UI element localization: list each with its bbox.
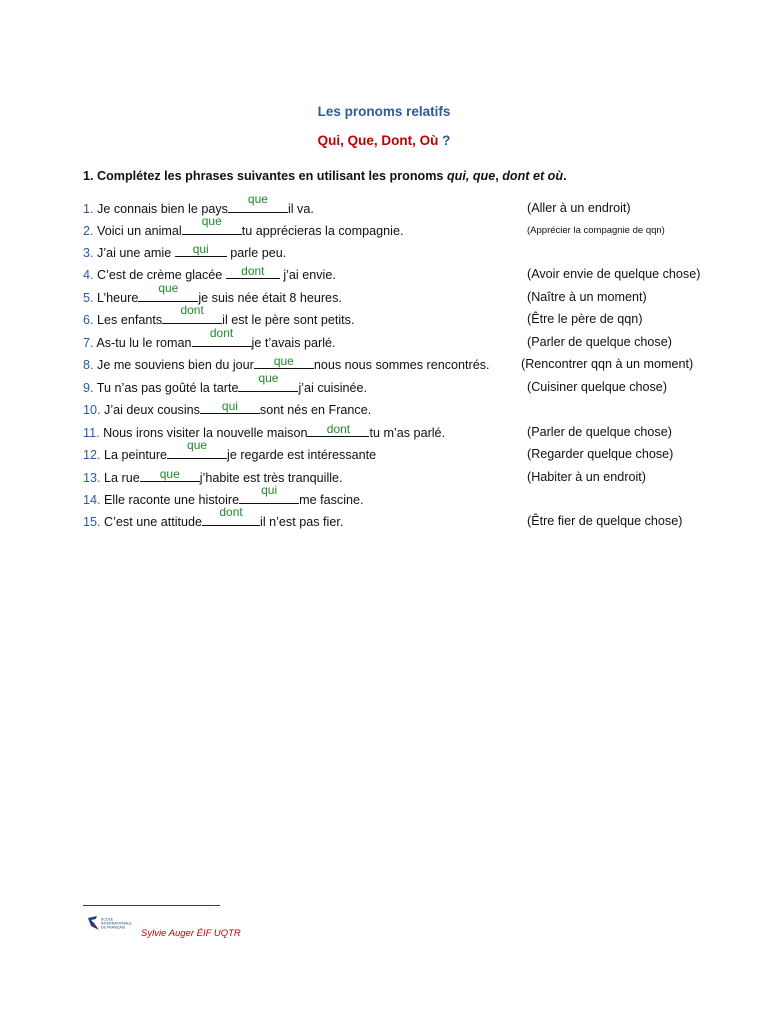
exercise-row — [83, 242, 703, 262]
answer-blank[interactable] — [175, 242, 227, 257]
answer-blank[interactable] — [140, 467, 200, 482]
hint-text: (Regarder quelque chose) — [527, 447, 674, 461]
sentence-end: j’ai cuisinée. — [298, 381, 368, 395]
answer-blank[interactable] — [238, 371, 298, 392]
exercise-row — [83, 192, 703, 218]
sentence-start: Je connais bien le pays — [97, 202, 228, 216]
sentence-start: Voici un animal — [97, 224, 182, 238]
sentence-end: il est le père sont petits. — [222, 313, 355, 327]
sentence-start: Les enfants — [97, 313, 163, 327]
item-number: 4. — [83, 268, 94, 282]
answer-text: que — [159, 467, 180, 481]
item-number: 5. — [83, 291, 94, 305]
hint-text: (Parler de quelque chose) — [527, 335, 672, 349]
item-number: 14. — [83, 493, 101, 507]
answer-text: que — [158, 281, 179, 295]
answer-blank[interactable] — [307, 422, 369, 437]
hint-text: (Être le père de qqn) — [527, 312, 643, 326]
school-logo — [87, 914, 137, 934]
sentence-end: il va. — [287, 202, 314, 216]
exercise-row — [83, 438, 703, 464]
item-number: 1. — [83, 202, 94, 216]
sentence-end: tu m’as parlé. — [369, 426, 446, 440]
exercise-row — [83, 467, 703, 487]
hint-text: (Rencontrer qqn à un moment) — [521, 357, 694, 371]
answer-text: dont — [180, 303, 204, 317]
instruction-italic-2: dont et où — [502, 169, 564, 183]
exercise-row — [83, 399, 703, 419]
footer-author: Sylvie Auger ÉIF UQTR — [141, 928, 241, 939]
answer-blank[interactable] — [192, 326, 252, 347]
sentence-start: As-tu lu le roman — [96, 336, 192, 350]
logo-text: ÉCOLE — [101, 917, 114, 922]
item-number: 15. — [83, 515, 101, 529]
svg-text:INTERNATIONALE: INTERNATIONALE — [101, 921, 132, 926]
sentence-end: me fascine. — [299, 493, 364, 507]
answer-blank[interactable] — [167, 438, 227, 459]
sentence-end: il n’est pas fier. — [260, 515, 344, 529]
item-number: 11. — [83, 426, 100, 440]
sentence-end: je t’avais parlé. — [251, 336, 336, 350]
item-number: 13. — [83, 471, 101, 485]
answer-text: qui — [261, 483, 278, 497]
exercise-row — [83, 483, 703, 509]
sentence-end: j’habite est très tranquille. — [199, 471, 343, 485]
exercise-row — [83, 303, 703, 329]
sentence-start: C’est de crème glacée — [97, 268, 226, 282]
item-number: 12. — [83, 448, 101, 462]
exercise-row — [83, 371, 703, 397]
item-number: 7. — [83, 336, 94, 350]
answer-text: que — [258, 371, 279, 385]
hint-text: (Avoir envie de quelque chose) — [527, 267, 701, 281]
answer-text: dont — [219, 505, 243, 519]
sentence-start: La rue — [104, 471, 140, 485]
answer-blank[interactable] — [182, 214, 242, 235]
sentence-end: j’ai envie. — [279, 268, 336, 282]
hint-text: (Parler de quelque chose) — [527, 425, 672, 439]
footnote-divider — [83, 905, 220, 906]
answer-text: que — [201, 214, 222, 228]
exercise-row — [83, 505, 703, 531]
exercise-row — [83, 354, 703, 374]
item-number: 10. — [83, 403, 101, 417]
sentence-start: La peinture — [104, 448, 168, 462]
answer-text: qui — [221, 399, 238, 413]
item-number: 2. — [83, 224, 94, 238]
answer-text: qui — [192, 242, 209, 256]
answer-blank[interactable] — [239, 483, 299, 504]
instruction-prefix: 1. Complétez les phrases suivantes en utilisant les pronoms — [83, 169, 447, 183]
item-number: 8. — [83, 358, 94, 372]
sentence-end: je suis née était 8 heures. — [198, 291, 342, 305]
exercise-instruction — [83, 169, 567, 183]
page-title: Les pronoms relatifs — [317, 104, 451, 119]
sentence-start: Nous irons visiter la nouvelle maison — [103, 426, 308, 440]
item-number: 6. — [83, 313, 94, 327]
sentence-end: nous nous sommes rencontrés. — [313, 358, 490, 372]
svg-text:DE FRANÇAIS: DE FRANÇAIS — [101, 925, 126, 930]
answer-blank[interactable] — [254, 354, 314, 369]
sentence-start: Elle raconte une histoire — [104, 493, 240, 507]
sentence-end: sont nés en France. — [259, 403, 372, 417]
subtitle-question-mark: ? — [442, 133, 451, 148]
answer-text: dont — [326, 422, 351, 436]
answer-blank[interactable] — [228, 192, 288, 213]
sentence-start: J’ai deux cousins — [104, 403, 200, 417]
answer-blank[interactable] — [226, 264, 280, 279]
sentence-start: L’heure — [97, 291, 139, 305]
hint-text: (Apprécier la compagnie de qqn) — [527, 225, 665, 236]
sentence-start: Je me souviens bien du jour — [97, 358, 254, 372]
item-number: 9. — [83, 381, 94, 395]
sentence-start: C’est une attitude — [104, 515, 203, 529]
answer-text: dont — [241, 264, 265, 278]
hint-text: (Être fier de quelque chose) — [527, 514, 683, 528]
sentence-start: J’ai une amie — [97, 246, 175, 260]
exercise-row — [83, 326, 703, 352]
sentence-end: je regarde est intéressante — [227, 448, 377, 462]
hint-text: (Naître à un moment) — [527, 290, 647, 304]
instruction-suffix: . — [563, 169, 567, 183]
item-number: 3. — [83, 246, 94, 260]
answer-blank[interactable] — [202, 505, 260, 526]
instruction-sep: , — [495, 169, 503, 183]
answer-text: que — [187, 438, 208, 452]
sentence-end: parle peu. — [226, 246, 287, 260]
answer-blank[interactable] — [138, 281, 198, 302]
answer-text: dont — [209, 326, 234, 340]
answer-blank[interactable] — [200, 399, 260, 414]
answer-text: que — [273, 354, 294, 368]
instruction-italic-1: qui, que — [446, 169, 496, 183]
exercise-row — [83, 214, 703, 240]
sentence-start: Tu n’as pas goûté la tarte — [96, 381, 239, 395]
sentence-end: tu apprécieras la compagnie. — [241, 224, 404, 238]
hint-text: (Aller à un endroit) — [527, 201, 631, 215]
answer-blank[interactable] — [162, 303, 222, 324]
answer-text: que — [247, 192, 268, 206]
page-subtitle — [0, 133, 768, 148]
hint-text: (Habiter à un endroit) — [527, 470, 647, 484]
hint-text: (Cuisiner quelque chose) — [527, 380, 668, 394]
subtitle-pronouns: Qui, Que, Dont, Où — [317, 133, 439, 148]
